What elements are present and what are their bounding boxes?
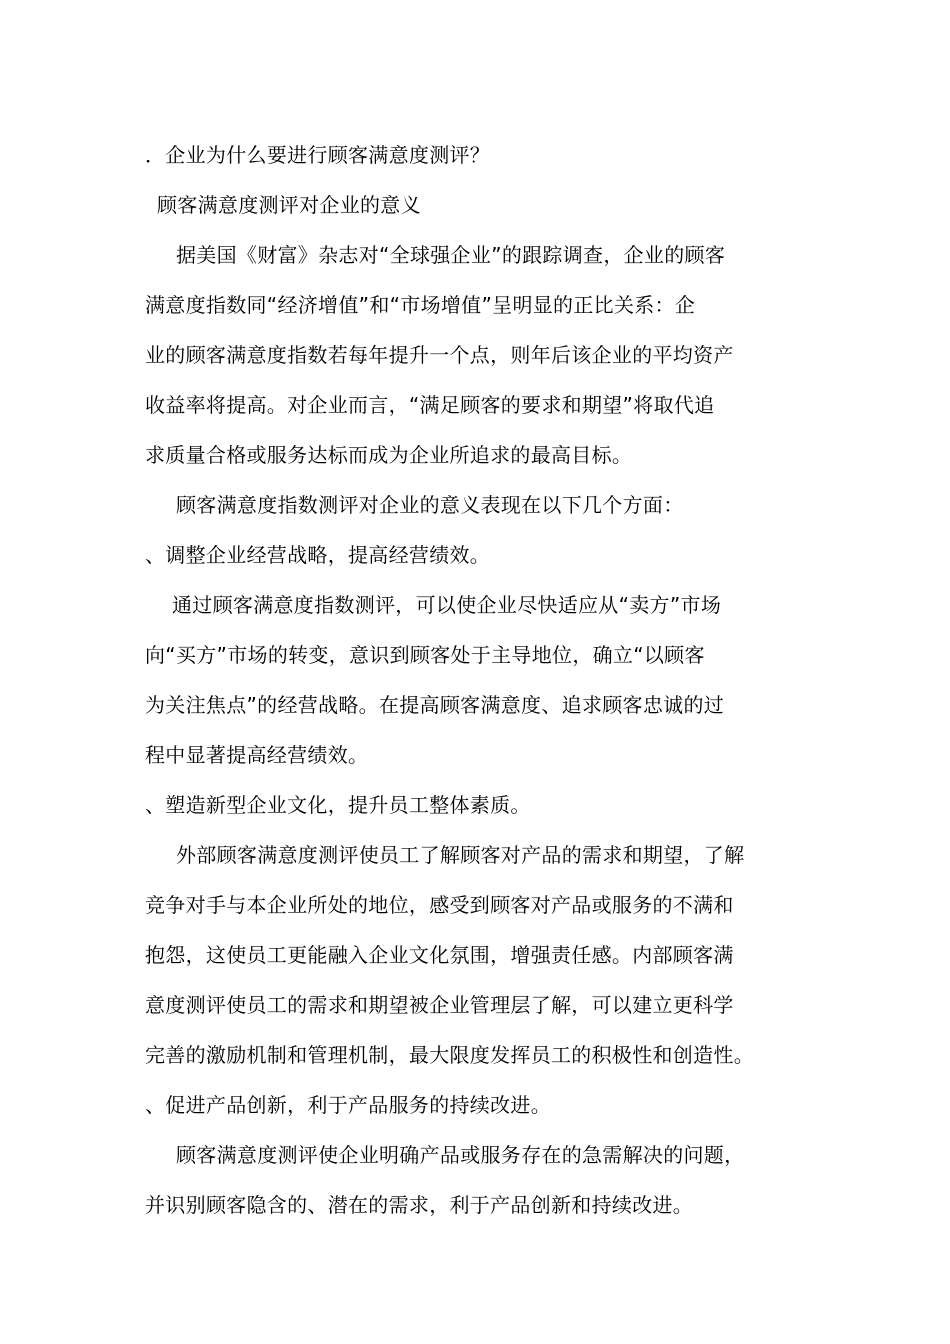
paragraph-line: 完善的激励机制和管理机制，最大限度发挥员工的积极性和创造性。 (145, 1043, 754, 1067)
paragraph-line: 并识别顾客隐含的、潜在的需求，利于产品创新和持续改进。 (145, 1193, 694, 1217)
paragraph-line: 通过顾客满意度指数测评，可以使企业尽快适应从“卖方”市场 (172, 593, 722, 617)
paragraph-line: 顾客满意度测评使企业明确产品或服务存在的急需解决的问题， (176, 1143, 745, 1167)
section-subtitle: 顾客满意度测评对企业的意义 (157, 193, 421, 217)
paragraph-line: 抱怨，这使员工更能融入企业文化氛围，增强责任感。内部顾客满 (145, 943, 734, 967)
paragraph-line: 向“买方”市场的转变，意识到顾客处于主导地位，确立“以顾客 (145, 643, 705, 667)
paragraph-line: 意度测评使员工的需求和期望被企业管理层了解，可以建立更科学 (145, 993, 734, 1017)
paragraph-line: 为关注焦点”的经营战略。在提高顾客满意度、追求顾客忠诚的过 (145, 693, 725, 717)
paragraph-line: 业的顾客满意度指数若每年提升一个点，则年后该企业的平均资产 (145, 343, 734, 367)
list-item-heading: 、促进产品创新，利于产品服务的持续改进。 (145, 1093, 551, 1117)
list-item-heading: 、塑造新型企业文化，提升员工整体素质。 (145, 793, 531, 817)
paragraph-line: 外部顾客满意度测评使员工了解顾客对产品的需求和期望，了解 (176, 843, 745, 867)
paragraph-line: 求质量合格或服务达标而成为企业所追求的最高目标。 (145, 443, 633, 467)
paragraph-line: 满意度指数同“经济增值”和“市场增值”呈明显的正比关系：企 (145, 293, 696, 317)
paragraph-line: 收益率将提高。对企业而言，“满足顾客的要求和期望”将取代追 (145, 393, 715, 417)
paragraph-line: 竞争对手与本企业所处的地位，感受到顾客对产品或服务的不满和 (145, 893, 734, 917)
paragraph-line: 据美国《财富》杂志对“全球强企业”的跟踪调查，企业的顾客 (176, 243, 726, 267)
paragraph-line: 程中显著提高经营绩效。 (145, 743, 369, 767)
document-body (145, 130, 805, 1230)
question-heading: ．企业为什么要进行顾客满意度测评？ (145, 143, 491, 167)
list-item-heading: 、调整企业经营战略，提高经营绩效。 (145, 543, 491, 567)
paragraph-line: 顾客满意度指数测评对企业的意义表现在以下几个方面： (176, 493, 684, 517)
